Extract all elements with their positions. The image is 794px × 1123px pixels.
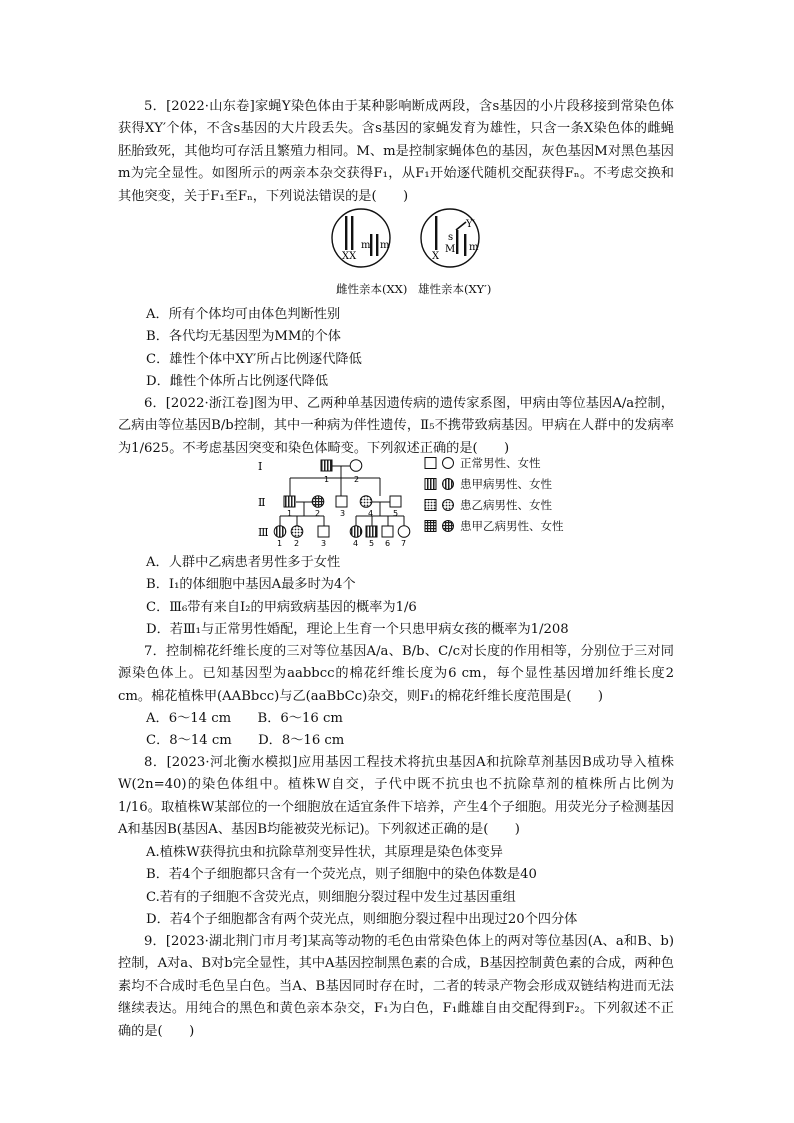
q6-option-b: B．Ⅰ₁的体细胞中基因A最多时为4个 <box>146 577 356 593</box>
female-parent-caption: 雌性亲本(XX) <box>336 282 408 296</box>
g3-num-5: 5 <box>369 539 375 548</box>
q6-option-d: D．若Ⅲ₁与正常男性婚配，理论上生育一个只患甲病女孩的概率为1/208 <box>146 622 569 638</box>
question-8-options <box>146 842 686 932</box>
legend-normal <box>424 452 564 473</box>
legend-disease-a-label: 患甲病男性、女性 <box>460 476 552 491</box>
g3-num-1: 1 <box>277 539 283 548</box>
generation-label-1: Ⅰ <box>258 460 263 473</box>
q5-option-a: A．所有个体均可由体色判断性别 <box>146 307 341 322</box>
q5-option-b: B．各代均无基因型为MM的个体 <box>146 329 341 345</box>
g2-num-5: 5 <box>393 509 399 518</box>
label-xx: XX <box>342 251 357 262</box>
question-8 <box>118 752 674 842</box>
legend-disease-ab-symbols <box>424 519 456 533</box>
label-m-2: m <box>380 240 390 251</box>
g2-num-4: 4 <box>368 509 374 518</box>
q5-option-d: D．雌性个体所占比例逐代降低 <box>146 374 329 390</box>
question-9-stem: 9．[2023·湖北荆门市月考]某高等动物的毛色由常染色体上的两对等位基因(A、a和B、b)控制，A对a、B对b完全显性，其中A基因控制黑色素的合成，B基因控制黄色素的合成，两种色素均不合成时毛色呈白色。当A、B基因同时存在时，二者的转录产物会形成双链结构进而无法继续表达。用纯合的黑色和黄色亲本杂交，F₁为白色，F₁雌雄自由交配得到F₂。下列叙述不正确的是( ) <box>118 934 674 1039</box>
question-8-stem: 8．[2023·河北衡水模拟]应用基因工程技术将抗虫基因A和抗除草剂基因B成功导入植株W(2n=40)的染色体组中。植株W自交，子代中既不抗虫也不抗除草剂的植株所占比例为1/16。取植株W某部位的一个细胞放在适宜条件下培养，产生4个子细胞。用荧光分子检测基因A和基因B(基因A、基因B均能被荧光标记)。下列叙述正确的是( ) <box>118 755 674 838</box>
g2-num-1: 1 <box>287 509 293 518</box>
question-7-options <box>146 708 686 753</box>
g3-num-4: 4 <box>353 539 359 548</box>
legend-disease-a <box>424 473 564 494</box>
legend-disease-b-label: 患乙病男性、女性 <box>460 497 552 512</box>
g3-num-6: 6 <box>385 539 391 548</box>
question-7-stem: 7．控制棉花纤维长度的三对等位基因A/a、B/b、C/c对长度的作用相等，分别位于三对同源染色体上。已知基因型为aabbcc的棉花纤维长度为6 cm，每个显性基因增加纤维长度2 cm。棉花植株甲(AABbcc)与乙(aaBbCc)杂交，则F₁的棉花纤维长度范围是( ) <box>118 644 674 704</box>
g2-num-2: 2 <box>315 509 321 518</box>
generation-label-3: Ⅲ <box>258 526 269 539</box>
question-6-options <box>146 552 686 642</box>
pedigree-chart <box>252 456 422 548</box>
question-5-options <box>146 304 686 394</box>
question-7 <box>118 641 674 708</box>
male-parent-caption: 雄性亲本(XY′) <box>418 282 492 296</box>
q8-option-a: A.植株W获得抗虫和抗除草剂变异性状，其原理是染色体变异 <box>146 845 503 860</box>
question-6 <box>118 393 674 460</box>
legend-disease-ab <box>424 515 564 536</box>
legend-disease-a-symbols <box>424 477 456 491</box>
legend-normal-symbols <box>424 456 456 470</box>
label-y-prime: Y′ <box>466 219 475 230</box>
g3-num-2: 2 <box>294 539 300 548</box>
label-s: s <box>448 232 454 243</box>
q8-option-c: C.若有的子细胞不含荧光点，则细胞分裂过程中发生过基因重组 <box>146 889 516 905</box>
label-m-1: m <box>361 240 371 251</box>
g3-num-3: 3 <box>321 539 327 548</box>
g3-num-7: 7 <box>401 539 407 548</box>
question-6-stem: 6．[2022·浙江卷]图为甲、乙两种单基因遗传病的遗传家系图，甲病由等位基因A/a控制，乙病由等位基因B/b控制，其中一种病为伴性遗传，Ⅱ₅不携带致病基因。甲病在人群中的发病率为1/625。不考虑基因突变和染色体畸变。下列叙述正确的是( ) <box>118 396 674 456</box>
q6-option-a: A．人群中乙病患者男性多于女性 <box>146 555 341 570</box>
male-cell <box>421 209 479 267</box>
pedigree-legend <box>424 452 564 536</box>
female-cell <box>332 209 390 267</box>
g1-num-2: 2 <box>354 475 360 484</box>
q5-option-c: C．雄性个体中XY′所占比例逐代降低 <box>146 351 362 367</box>
legend-normal-label: 正常男性、女性 <box>460 455 541 470</box>
legend-disease-b <box>424 494 564 515</box>
question-5 <box>118 96 674 208</box>
q6-option-c: C．Ⅲ₆带有来自Ⅰ₂的甲病致病基因的概率为1/6 <box>146 599 417 615</box>
g1-num-1: 1 <box>324 475 330 484</box>
q7-options-row-2: C．8～14 cm D．8～16 cm <box>146 733 345 749</box>
question-9 <box>118 931 674 1043</box>
label-m-3: m <box>469 242 479 253</box>
q8-option-b: B．若4个子细胞都只含有一个荧光点，则子细胞中的染色体数是40 <box>146 867 537 883</box>
question-5-stem: 5．[2022·山东卷]家蝇Y染色体由于某种影响断成两段，含s基因的小片段移接到常染色体获得XY′个体，不含s基因的大片段丢失。含s基因的家蝇发育为雄性，只含一条X染色体的雌蝇胚胎致死，其他均可存活且繁殖力相同。M、m是控制家蝇体色的基因，灰色基因M对黑色基因m为完全显性。如图所示的两亲本杂交获得F₁，从F₁开始逐代随机交配获得Fₙ。不考虑交换和其他突变，关于F₁至Fₙ，下列说法错误的是( ) <box>118 99 674 204</box>
generation-label-2: Ⅱ <box>258 496 266 509</box>
q7-options-row-1: A．6～14 cm B．6～16 cm <box>146 711 343 726</box>
g2-num-3: 3 <box>340 509 346 518</box>
label-M: M <box>445 244 456 255</box>
q8-option-d: D．若4个子细胞都含有两个荧光点，则细胞分裂过程中出现过20个四分体 <box>146 912 578 928</box>
legend-disease-b-symbols <box>424 498 456 512</box>
legend-disease-ab-label: 患甲乙病男性、女性 <box>460 518 564 533</box>
label-x: X <box>432 251 440 262</box>
